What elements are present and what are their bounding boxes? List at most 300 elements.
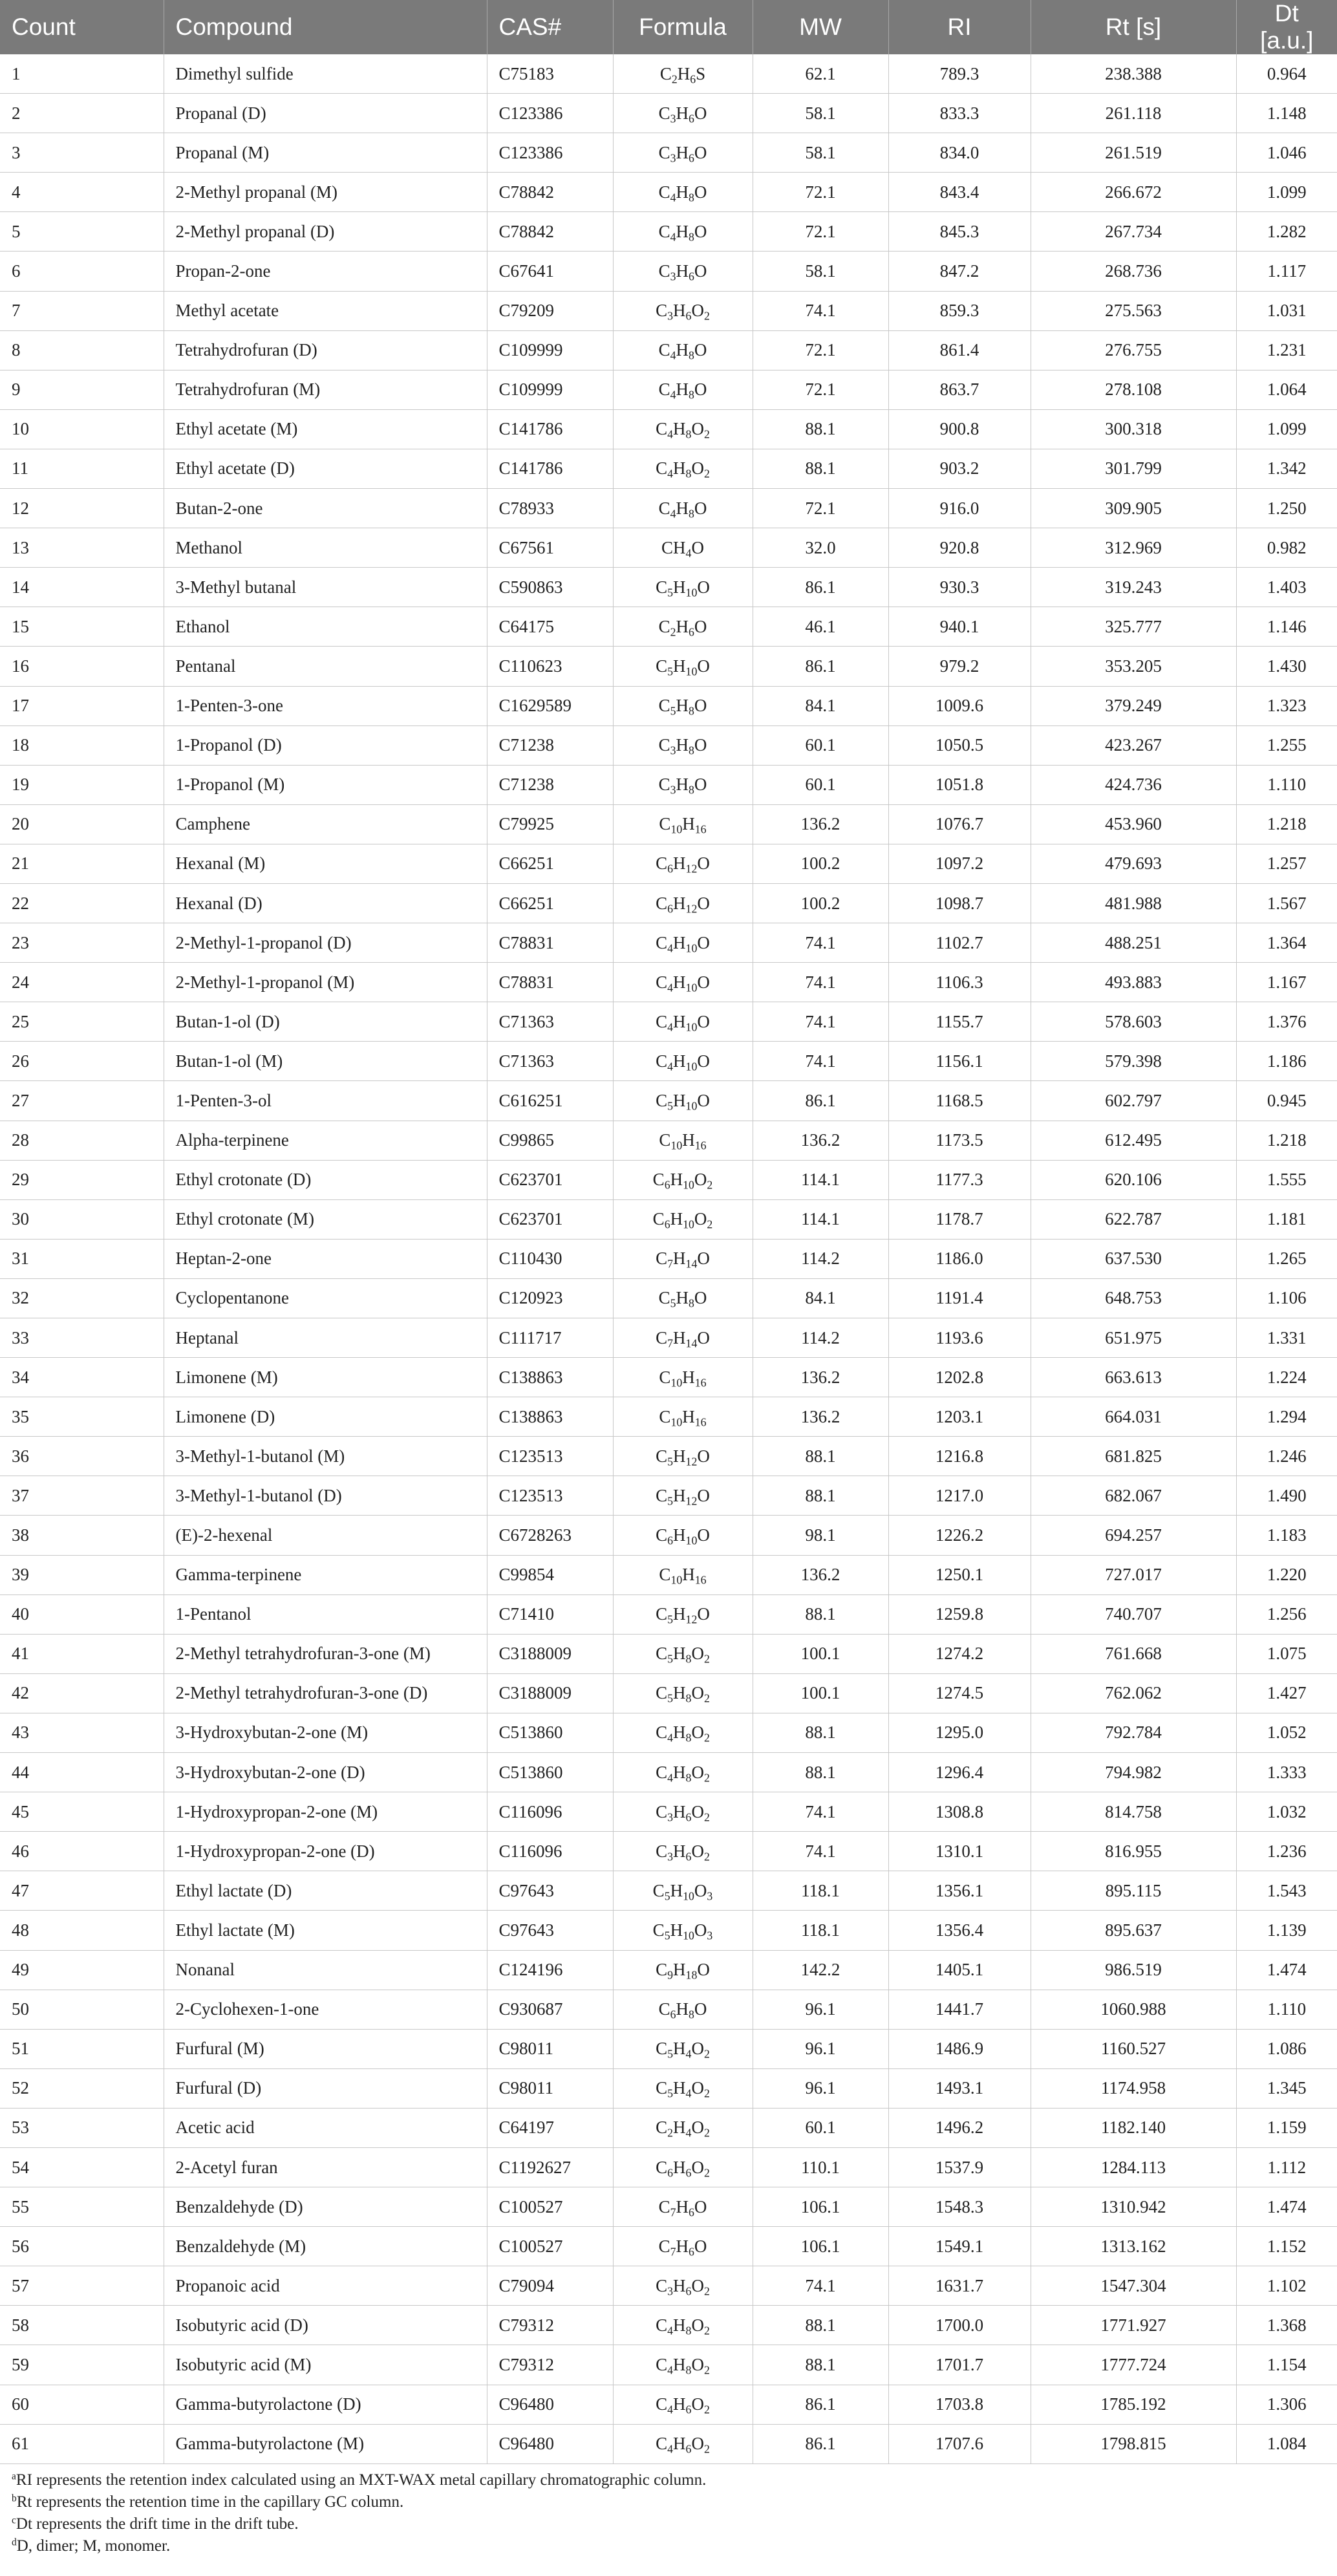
table-row (0, 409, 1337, 449)
cell-dt: 1.110 (1236, 1990, 1337, 2029)
cell-mw: 118.1 (753, 1871, 888, 1911)
cell-count: 9 (0, 370, 164, 409)
table-row (0, 1832, 1337, 1871)
header-dt: Dt [a.u.] (1236, 0, 1337, 54)
cell-mw: 88.1 (753, 1594, 888, 1634)
formula-rendered: $C_4H_8O_2$ (656, 1723, 710, 1744)
table-row (0, 2385, 1337, 2424)
footnote-text: Rt represents the retention time in the capillary GC column. (16, 2493, 404, 2511)
cell-count: 29 (0, 1160, 164, 1199)
cell-mw: 72.1 (753, 212, 888, 252)
cell-mw: 136.2 (753, 1555, 888, 1594)
cell-cas: C64197 (487, 2108, 613, 2147)
footnote-mark: a (12, 2471, 16, 2482)
cell-ri: 1191.4 (888, 1278, 1031, 1318)
cell-cas: C138863 (487, 1358, 613, 1397)
cell-rt: 816.955 (1031, 1832, 1236, 1871)
cell-rt: 1060.988 (1031, 1990, 1236, 2029)
cell-rt: 266.672 (1031, 173, 1236, 212)
cell-dt: 0.964 (1236, 54, 1337, 94)
cell-ri: 845.3 (888, 212, 1031, 252)
cell-count: 49 (0, 1950, 164, 1990)
cell-count: 59 (0, 2345, 164, 2385)
cell-rt: 895.637 (1031, 1911, 1236, 1950)
cell-dt: 1.099 (1236, 173, 1337, 212)
cell-rt: 312.969 (1031, 528, 1236, 568)
cell-formula (613, 1713, 753, 1752)
table-row (0, 1397, 1337, 1437)
cell-cas: C123386 (487, 94, 613, 133)
cell-dt: 0.945 (1236, 1081, 1337, 1121)
cell-count: 12 (0, 489, 164, 528)
table-row (0, 2227, 1337, 2266)
cell-ri: 930.3 (888, 568, 1031, 607)
cell-ri: 843.4 (888, 173, 1031, 212)
cell-dt: 1.345 (1236, 2068, 1337, 2108)
formula-rendered: $C_7H_6O$ (658, 2196, 707, 2218)
cell-cas: C616251 (487, 1081, 613, 1121)
cell-dt: 1.064 (1236, 370, 1337, 409)
formula-rendered: $C_3H_6O_2$ (656, 1841, 710, 1863)
formula-rendered: $C_3H_6O_2$ (656, 2275, 710, 2298)
table-row (0, 489, 1337, 528)
cell-dt: 1.167 (1236, 963, 1337, 1002)
cell-compound: 1-Pentanol (164, 1594, 487, 1634)
cell-rt: 481.988 (1031, 883, 1236, 923)
table-row (0, 370, 1337, 409)
cell-dt: 1.106 (1236, 1278, 1337, 1318)
cell-ri: 859.3 (888, 291, 1031, 330)
cell-count: 11 (0, 449, 164, 488)
cell-formula (613, 963, 753, 1002)
cell-dt: 1.159 (1236, 2108, 1337, 2147)
cell-dt: 1.265 (1236, 1239, 1337, 1278)
cell-formula (613, 1239, 753, 1278)
cell-dt: 1.294 (1236, 1397, 1337, 1437)
cell-cas: C100527 (487, 2187, 613, 2227)
cell-count: 4 (0, 173, 164, 212)
cell-count: 34 (0, 1358, 164, 1397)
table-row (0, 1516, 1337, 1555)
cell-ri: 1441.7 (888, 1990, 1031, 2029)
cell-formula (613, 370, 753, 409)
table-row (0, 1437, 1337, 1476)
table-row (0, 133, 1337, 173)
cell-rt: 664.031 (1031, 1397, 1236, 1437)
formula-rendered: $C_{10}H_{16}$ (659, 1406, 707, 1429)
cell-formula (613, 449, 753, 488)
cell-cas: C6728263 (487, 1516, 613, 1555)
cell-count: 20 (0, 804, 164, 844)
cell-cas: C120923 (487, 1278, 613, 1318)
cell-count: 36 (0, 1437, 164, 1476)
cell-compound: 3-Hydroxybutan-2-one (M) (164, 1713, 487, 1752)
formula-rendered: $CH_4O$ (661, 537, 704, 560)
cell-compound: 2-Methyl tetrahydrofuran-3-one (M) (164, 1634, 487, 1673)
cell-cas: C100527 (487, 2227, 613, 2266)
cell-ri: 1250.1 (888, 1555, 1031, 1594)
table-row (0, 568, 1337, 607)
cell-formula (613, 133, 753, 173)
cell-rt: 612.495 (1031, 1121, 1236, 1160)
footnote-mark: d (12, 2537, 17, 2548)
cell-formula (613, 923, 753, 963)
cell-formula (613, 1673, 753, 1713)
formula-rendered: $C_5H_{10}O_3$ (652, 1920, 713, 1942)
cell-dt: 1.342 (1236, 449, 1337, 488)
table-row (0, 1673, 1337, 1713)
cell-cas: C116096 (487, 1792, 613, 1832)
cell-formula (613, 252, 753, 291)
cell-rt: 278.108 (1031, 370, 1236, 409)
cell-cas: C67641 (487, 252, 613, 291)
table-row (0, 1792, 1337, 1832)
cell-ri: 1155.7 (888, 1002, 1031, 1042)
cell-mw: 114.1 (753, 1160, 888, 1199)
cell-mw: 106.1 (753, 2227, 888, 2266)
cell-dt: 1.102 (1236, 2266, 1337, 2306)
cell-formula (613, 2306, 753, 2345)
formula-rendered: $C_4H_6O_2$ (656, 2394, 710, 2416)
table-row (0, 330, 1337, 370)
cell-mw: 62.1 (753, 54, 888, 94)
cell-cas: C79209 (487, 291, 613, 330)
table-row (0, 1002, 1337, 1042)
cell-compound: Tetrahydrofuran (M) (164, 370, 487, 409)
table-row (0, 804, 1337, 844)
cell-count: 14 (0, 568, 164, 607)
cell-mw: 60.1 (753, 725, 888, 765)
formula-rendered: $C_7H_{14}O$ (656, 1327, 710, 1349)
formula-rendered: $C_5H_{10}O$ (656, 577, 710, 599)
formula-rendered: $C_2H_6S$ (659, 63, 706, 85)
cell-dt: 1.368 (1236, 2306, 1337, 2345)
cell-rt: 493.883 (1031, 963, 1236, 1002)
formula-rendered: $C_4H_8O$ (658, 340, 707, 362)
cell-formula (613, 725, 753, 765)
formula-rendered: $C_4H_8O$ (658, 380, 707, 402)
cell-ri: 920.8 (888, 528, 1031, 568)
cell-cas: C930687 (487, 1990, 613, 2029)
cell-count: 50 (0, 1990, 164, 2029)
cell-mw: 86.1 (753, 2385, 888, 2424)
formula-rendered: $C_7H_{14}O$ (656, 1249, 710, 1271)
cell-compound: 2-Methyl tetrahydrofuran-3-one (D) (164, 1673, 487, 1713)
formula-rendered: $C_{10}H_{16}$ (659, 814, 707, 836)
cell-rt: 895.115 (1031, 1871, 1236, 1911)
formula-rendered: $C_3H_6O$ (658, 142, 707, 165)
formula-rendered: $C_5H_8O$ (658, 696, 707, 718)
cell-mw: 100.1 (753, 1673, 888, 1713)
cell-compound: Butan-2-one (164, 489, 487, 528)
cell-formula (613, 1042, 753, 1081)
cell-dt: 1.052 (1236, 1713, 1337, 1752)
formula-rendered: $C_4H_8O_2$ (656, 2315, 710, 2337)
cell-ri: 1296.4 (888, 1753, 1031, 1792)
cell-count: 25 (0, 1002, 164, 1042)
cell-mw: 32.0 (753, 528, 888, 568)
cell-dt: 1.218 (1236, 1121, 1337, 1160)
cell-ri: 1178.7 (888, 1199, 1031, 1239)
cell-mw: 58.1 (753, 133, 888, 173)
cell-cas: C99865 (487, 1121, 613, 1160)
formula-rendered: $C_6H_{10}O_2$ (652, 1209, 713, 1231)
cell-count: 24 (0, 963, 164, 1002)
cell-mw: 58.1 (753, 94, 888, 133)
cell-compound: Propanal (D) (164, 94, 487, 133)
cell-cas: C1629589 (487, 686, 613, 725)
cell-ri: 833.3 (888, 94, 1031, 133)
cell-compound: Dimethyl sulfide (164, 54, 487, 94)
cell-compound: 1-Propanol (D) (164, 725, 487, 765)
cell-rt: 1777.724 (1031, 2345, 1236, 2385)
footnote-mark: b (12, 2493, 17, 2504)
table-row (0, 765, 1337, 804)
cell-count: 27 (0, 1081, 164, 1121)
cell-dt: 1.154 (1236, 2345, 1337, 2385)
formula-rendered: $C_6H_{10}O$ (656, 1525, 710, 1547)
cell-cas: C123513 (487, 1437, 613, 1476)
cell-compound: Furfural (M) (164, 2029, 487, 2068)
formula-rendered: $C_3H_6O$ (658, 103, 707, 125)
cell-dt: 1.490 (1236, 1476, 1337, 1516)
table-row (0, 1358, 1337, 1397)
footnote (12, 2513, 1325, 2535)
cell-rt: 276.755 (1031, 330, 1236, 370)
cell-compound: 2-Methyl propanal (D) (164, 212, 487, 252)
cell-rt: 488.251 (1031, 923, 1236, 963)
formula-rendered: $C_4H_{10}O$ (656, 1011, 710, 1034)
cell-ri: 1173.5 (888, 1121, 1031, 1160)
cell-dt: 1.218 (1236, 804, 1337, 844)
cell-count: 15 (0, 607, 164, 647)
formula-rendered: $C_6H_6O_2$ (656, 2157, 710, 2179)
cell-dt: 1.148 (1236, 94, 1337, 133)
formula-rendered: $C_6H_{12}O$ (656, 893, 710, 915)
cell-ri: 1217.0 (888, 1476, 1031, 1516)
cell-ri: 1295.0 (888, 1713, 1031, 1752)
cell-ri: 1548.3 (888, 2187, 1031, 2227)
cell-count: 39 (0, 1555, 164, 1594)
cell-cas: C78831 (487, 923, 613, 963)
cell-count: 13 (0, 528, 164, 568)
cell-dt: 1.257 (1236, 844, 1337, 883)
cell-compound: Hexanal (D) (164, 883, 487, 923)
cell-mw: 88.1 (753, 1476, 888, 1516)
cell-rt: 602.797 (1031, 1081, 1236, 1121)
cell-mw: 136.2 (753, 804, 888, 844)
cell-count: 51 (0, 2029, 164, 2068)
cell-count: 22 (0, 883, 164, 923)
cell-compound: Gamma-terpinene (164, 1555, 487, 1594)
cell-count: 61 (0, 2424, 164, 2463)
table-row (0, 686, 1337, 725)
cell-count: 31 (0, 1239, 164, 1278)
cell-count: 32 (0, 1278, 164, 1318)
footnote-text: Dt represents the drift time in the drift tube. (16, 2515, 299, 2533)
cell-rt: 762.062 (1031, 1673, 1236, 1713)
table-row (0, 2068, 1337, 2108)
cell-mw: 114.1 (753, 1199, 888, 1239)
formula-rendered: $C_4H_8O_2$ (656, 2354, 710, 2377)
cell-dt: 1.306 (1236, 2385, 1337, 2424)
cell-ri: 1549.1 (888, 2227, 1031, 2266)
cell-count: 5 (0, 212, 164, 252)
formula-rendered: $C_6H_8O$ (658, 1999, 707, 2021)
cell-cas: C66251 (487, 883, 613, 923)
cell-mw: 60.1 (753, 765, 888, 804)
cell-rt: 261.519 (1031, 133, 1236, 173)
cell-mw: 100.2 (753, 844, 888, 883)
cell-dt: 1.112 (1236, 2147, 1337, 2187)
cell-cas: C71363 (487, 1042, 613, 1081)
cell-rt: 268.736 (1031, 252, 1236, 291)
cell-ri: 847.2 (888, 252, 1031, 291)
cell-ri: 863.7 (888, 370, 1031, 409)
cell-count: 55 (0, 2187, 164, 2227)
cell-cas: C78842 (487, 173, 613, 212)
cell-mw: 88.1 (753, 449, 888, 488)
formula-rendered: $C_9H_{18}O$ (656, 1960, 710, 1982)
cell-rt: 1182.140 (1031, 2108, 1236, 2147)
cell-cas: C513860 (487, 1753, 613, 1792)
cell-compound: 2-Cyclohexen-1-one (164, 1990, 487, 2029)
table-row (0, 1634, 1337, 1673)
cell-formula (613, 1950, 753, 1990)
table-row (0, 963, 1337, 1002)
cell-dt: 1.364 (1236, 923, 1337, 963)
cell-rt: 682.067 (1031, 1476, 1236, 1516)
cell-ri: 1076.7 (888, 804, 1031, 844)
cell-dt: 1.427 (1236, 1673, 1337, 1713)
cell-count: 47 (0, 1871, 164, 1911)
cell-compound: Butan-1-ol (M) (164, 1042, 487, 1081)
cell-ri: 1156.1 (888, 1042, 1031, 1081)
cell-mw: 88.1 (753, 409, 888, 449)
cell-mw: 88.1 (753, 1437, 888, 1476)
cell-count: 41 (0, 1634, 164, 1673)
table-row (0, 2147, 1337, 2187)
table-row (0, 1950, 1337, 1990)
cell-count: 43 (0, 1713, 164, 1752)
table-row (0, 1278, 1337, 1318)
cell-formula (613, 2345, 753, 2385)
cell-rt: 578.603 (1031, 1002, 1236, 1042)
cell-formula (613, 1358, 753, 1397)
cell-compound: Ethyl acetate (D) (164, 449, 487, 488)
table-row (0, 1753, 1337, 1792)
table-row (0, 1121, 1337, 1160)
cell-rt: 301.799 (1031, 449, 1236, 488)
cell-formula (613, 1832, 753, 1871)
cell-rt: 261.118 (1031, 94, 1236, 133)
cell-formula (613, 844, 753, 883)
formula-rendered: $C_2H_6O$ (658, 616, 707, 639)
cell-rt: 1310.942 (1031, 2187, 1236, 2227)
cell-rt: 319.243 (1031, 568, 1236, 607)
cell-formula (613, 1990, 753, 2029)
cell-compound: Propanoic acid (164, 2266, 487, 2306)
cell-compound: Ethanol (164, 607, 487, 647)
cell-dt: 1.086 (1236, 2029, 1337, 2068)
cell-ri: 1700.0 (888, 2306, 1031, 2345)
table-row (0, 2306, 1337, 2345)
table-row (0, 1042, 1337, 1081)
cell-rt: 353.205 (1031, 647, 1236, 686)
cell-dt: 1.250 (1236, 489, 1337, 528)
cell-formula (613, 1753, 753, 1792)
cell-formula (613, 409, 753, 449)
cell-mw: 136.2 (753, 1397, 888, 1437)
cell-ri: 979.2 (888, 647, 1031, 686)
cell-cas: C71363 (487, 1002, 613, 1042)
cell-cas: C78831 (487, 963, 613, 1002)
cell-ri: 1168.5 (888, 1081, 1031, 1121)
cell-mw: 72.1 (753, 173, 888, 212)
table-row (0, 1594, 1337, 1634)
header-row (0, 0, 1337, 54)
footnote (12, 2535, 1325, 2557)
cell-count: 52 (0, 2068, 164, 2108)
cell-rt: 794.982 (1031, 1753, 1236, 1792)
cell-count: 21 (0, 844, 164, 883)
cell-rt: 681.825 (1031, 1437, 1236, 1476)
footnote-mark: c (12, 2515, 16, 2526)
table-row (0, 1555, 1337, 1594)
cell-dt: 1.376 (1236, 1002, 1337, 1042)
cell-formula (613, 54, 753, 94)
table-row (0, 1318, 1337, 1358)
cell-rt: 651.975 (1031, 1318, 1236, 1358)
cell-dt: 1.236 (1236, 1832, 1337, 1871)
table-row (0, 607, 1337, 647)
cell-ri: 1202.8 (888, 1358, 1031, 1397)
cell-compound: Propan-2-one (164, 252, 487, 291)
cell-rt: 453.960 (1031, 804, 1236, 844)
cell-compound: Hexanal (M) (164, 844, 487, 883)
cell-mw: 74.1 (753, 1832, 888, 1871)
cell-dt: 1.543 (1236, 1871, 1337, 1911)
cell-formula (613, 2029, 753, 2068)
cell-compound: Tetrahydrofuran (D) (164, 330, 487, 370)
cell-count: 57 (0, 2266, 164, 2306)
cell-formula (613, 2227, 753, 2266)
cell-formula (613, 1121, 753, 1160)
cell-cas: C79312 (487, 2306, 613, 2345)
cell-rt: 238.388 (1031, 54, 1236, 94)
cell-formula (613, 1002, 753, 1042)
cell-rt: 1160.527 (1031, 2029, 1236, 2068)
cell-compound: Isobutyric acid (M) (164, 2345, 487, 2385)
cell-compound: Gamma-butyrolactone (M) (164, 2424, 487, 2463)
cell-mw: 84.1 (753, 1278, 888, 1318)
table-row (0, 923, 1337, 963)
formula-rendered: $C_{10}H_{16}$ (659, 1367, 707, 1389)
cell-cas: C109999 (487, 330, 613, 370)
cell-cas: C110623 (487, 647, 613, 686)
cell-compound: 2-Methyl-1-propanol (D) (164, 923, 487, 963)
cell-cas: C98011 (487, 2068, 613, 2108)
formula-rendered: $C_4H_8O$ (658, 498, 707, 520)
cell-count: 1 (0, 54, 164, 94)
cell-rt: 275.563 (1031, 291, 1236, 330)
cell-mw: 74.1 (753, 2266, 888, 2306)
formula-rendered: $C_4H_6O_2$ (656, 2434, 710, 2456)
cell-compound: 1-Hydroxypropan-2-one (D) (164, 1832, 487, 1871)
cell-ri: 789.3 (888, 54, 1031, 94)
formula-rendered: $C_5H_8O_2$ (656, 1683, 710, 1705)
cell-formula (613, 1516, 753, 1555)
